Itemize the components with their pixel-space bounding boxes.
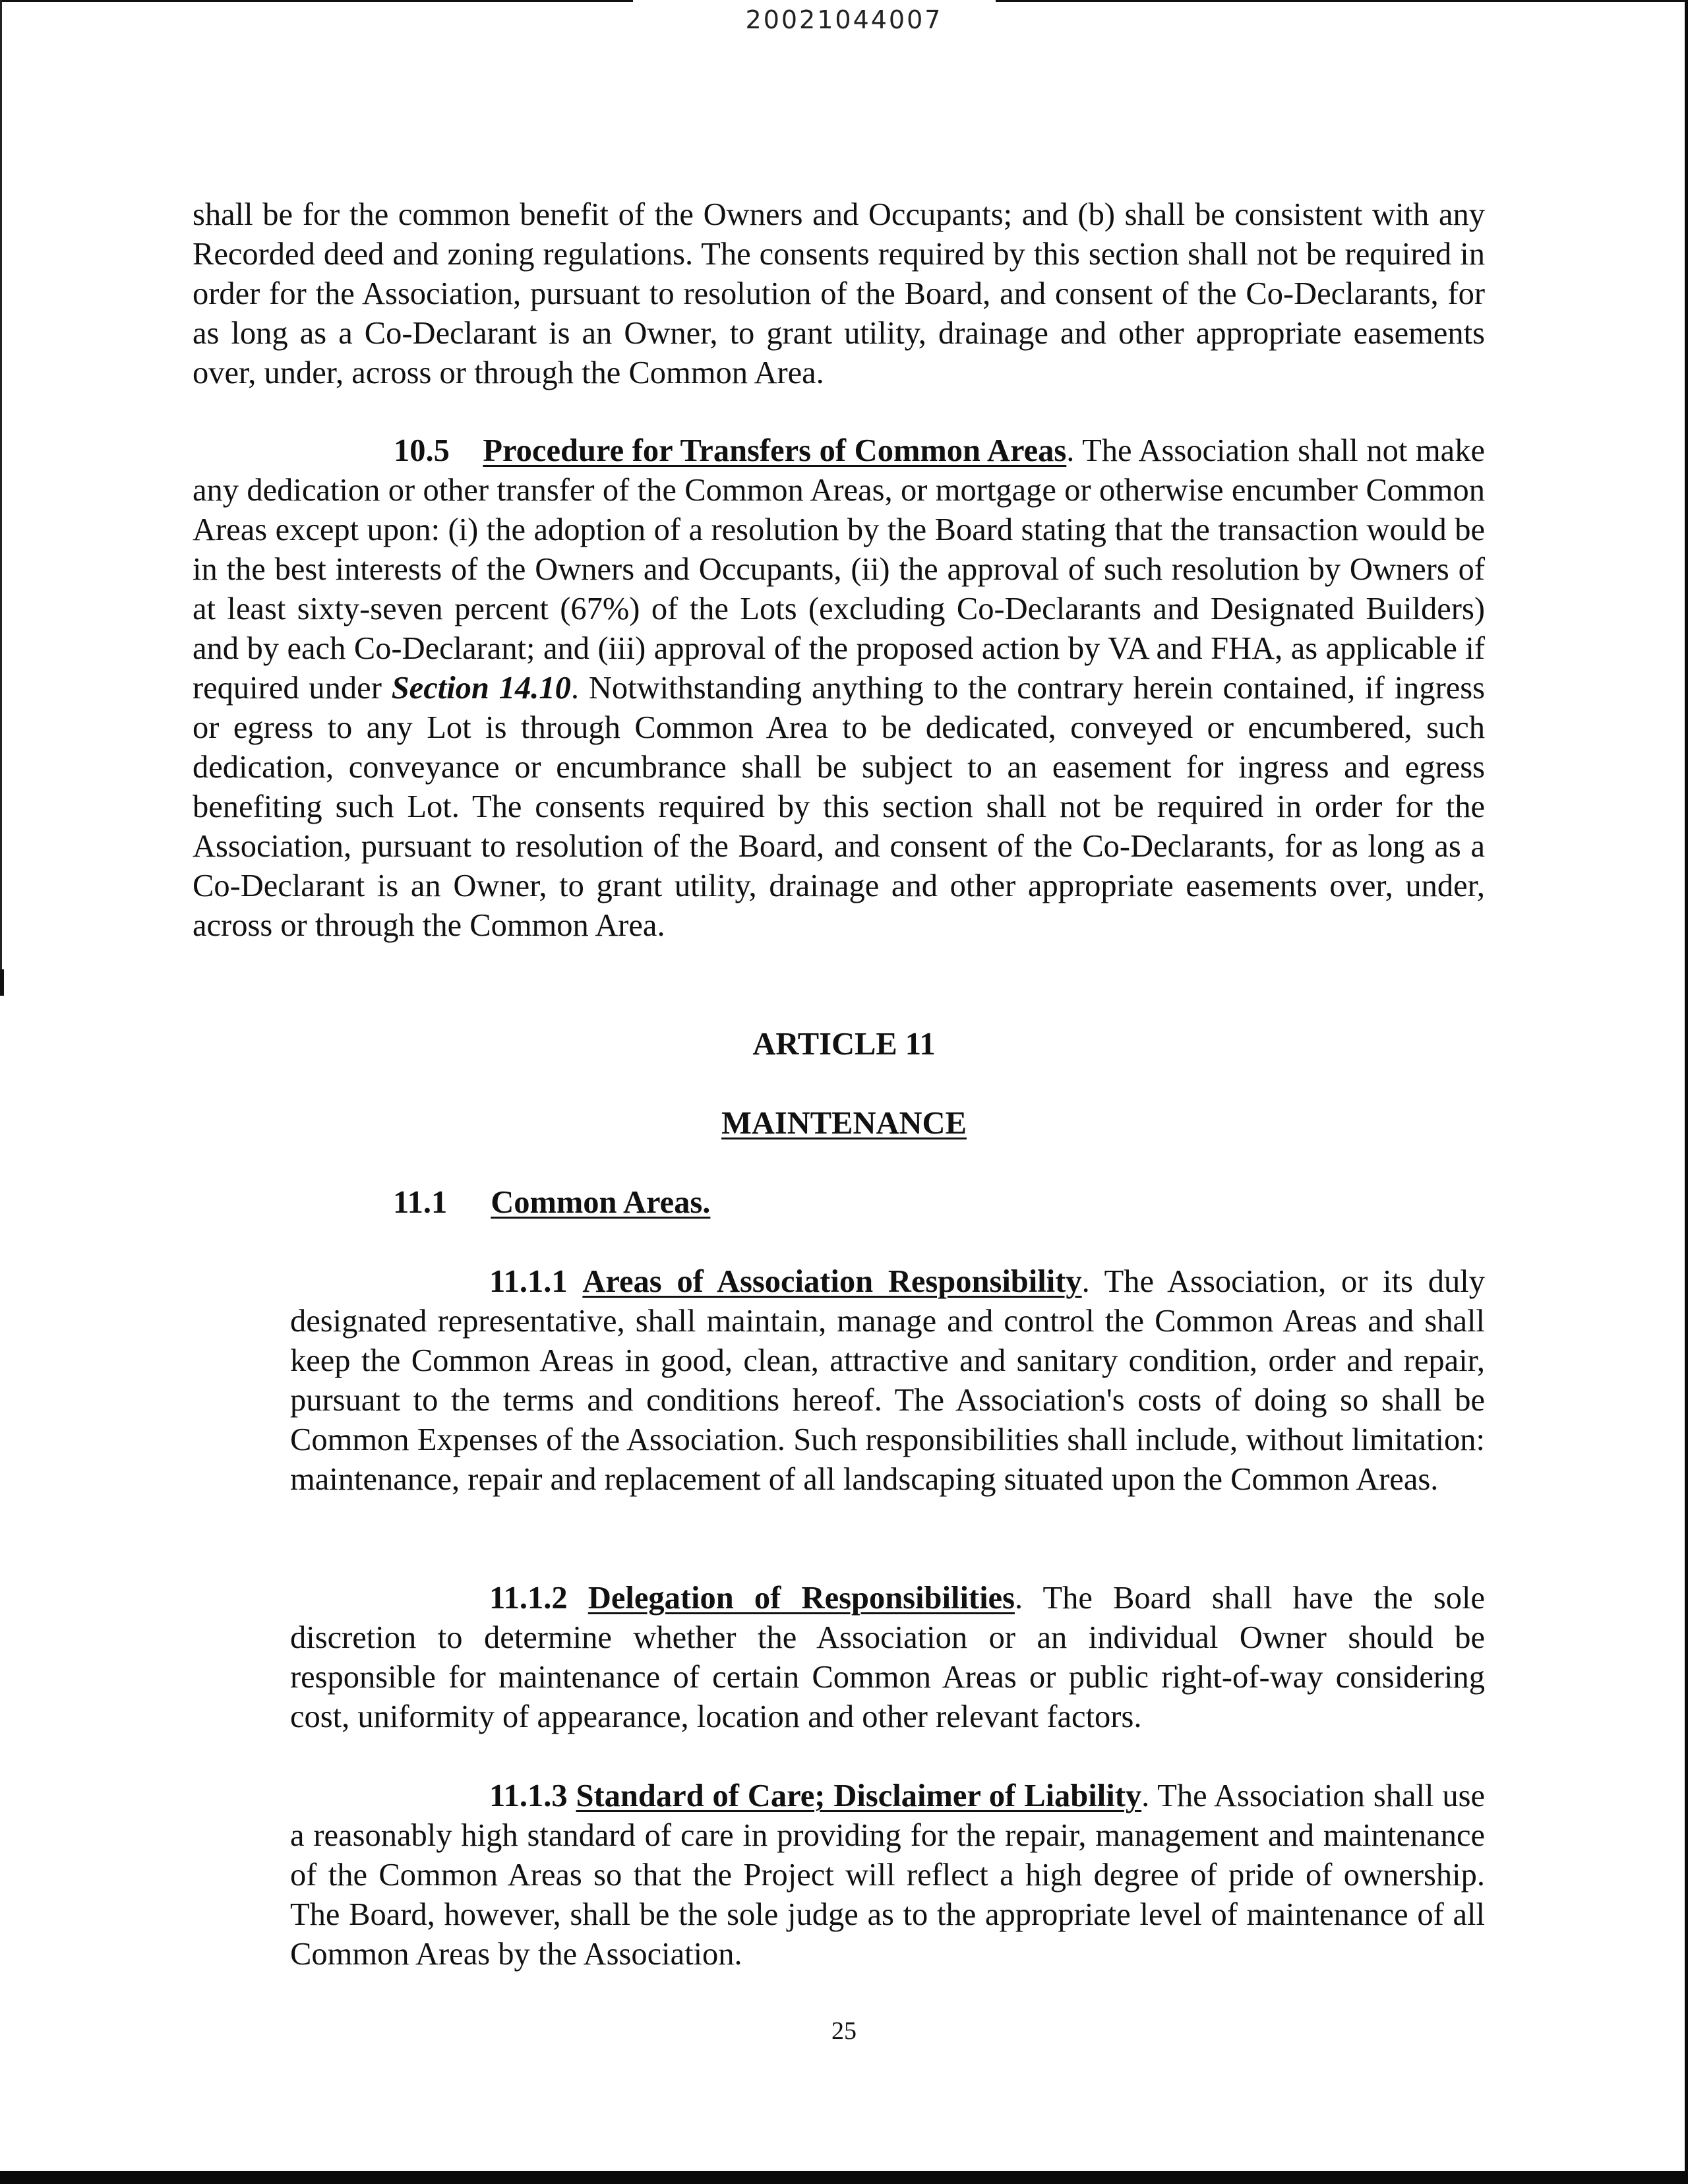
section-10-5-text-a: . The Association shall not make any dedication or other transfer of the Common Areas, or mortgage or otherwise encumber Common Areas except upon: (i) the adoption of a resolution by the Board stating that the transaction would be in the best interests of the Owners and Occupants, (ii) the approval of such resolution by Owners of at least sixty-seven percent (67%) of the Lots (excluding Co-Declarants and Designated Builders) and by each Co-Declarant; and (iii) approval of the proposed action by VA and FHA, as applicable if required under xyxy=(193,433,1485,706)
article-title: MAINTENANCE xyxy=(721,1106,967,1141)
section-14-10-reference: Section 14.10 xyxy=(391,671,571,706)
section-11-1-2-number: 11.1.2 xyxy=(489,1581,568,1616)
section-11-1-2-title: Delegation of Responsibilities xyxy=(588,1581,1015,1616)
scan-edge-left xyxy=(0,0,2,996)
page-number: 25 xyxy=(831,2017,857,2045)
section-11-1-1-number: 11.1.1 xyxy=(489,1264,568,1299)
section-11-1-2-paragraph xyxy=(290,1579,1485,1737)
section-10-5-number: 10.5 xyxy=(394,433,450,468)
section-11-1-1-text: . The Association, or its duly designated representative, shall maintain, manage and control the Common Areas and shall keep the Common Areas in good, clean, attractive and sanitary condition, order and repair, pursuant to the terms and conditions hereof. The Association's costs of doing so shall be Common Expenses of the Association. Such responsibilities shall include, without limitation: maintenance, repair and replacement of all landscaping situated upon the Common Areas. xyxy=(290,1264,1485,1497)
scan-edge-right xyxy=(1685,0,1688,2184)
section-11-1-3-text: . The Association shall use a reasonably high standard of care in providing for the repair, management and maintenance of the Common Areas so that the Project will reflect a high degree of pride of ownership. The Board, however, shall be the sole judge as to the appropriate level of maintenance of all Common Areas by the Association. xyxy=(290,1778,1485,1972)
section-10-5-paragraph xyxy=(193,431,1485,946)
section-11-1-1-paragraph xyxy=(290,1262,1485,1500)
section-11-1-1-title: Areas of Association Responsibility xyxy=(582,1264,1082,1299)
section-11-1-title: Common Areas. xyxy=(491,1185,711,1220)
section-11-1 xyxy=(393,1183,710,1223)
document-id: 20021044007 xyxy=(745,5,943,34)
section-10-5-text-b: . Notwithstanding anything to the contrary herein contained, if ingress or egress to any Lot is through Common Area to be dedicated, conveyed or encumbered, such dedication, conveyance or encumbrance shall be subject to an easement for ingress and egress benefiting such Lot. The consents required by this section shall not be required in order for the Association, pursuant to resolution of the Board, and consent of the Co-Declarants, for as long as a Co-Declarant is an Owner, to grant utility, drainage and other appropriate easements over, under, across or through the Common Area. xyxy=(193,671,1485,943)
section-10-5-title: Procedure for Transfers of Common Areas xyxy=(483,433,1067,468)
paragraph-continuation-text: shall be for the common benefit of the Owners and Occupants; and (b) shall be consistent with any Recorded deed and zoning regulations. The consents required by this section shall not be required in order for the Association, pursuant to resolution of the Board, and consent of the Co-Declarants, for as long as a Co-Declarant is an Owner, to grant utility, drainage and other appropriate easements over, under, across or through the Common Area. xyxy=(193,197,1485,390)
section-11-1-3-number: 11.1.3 xyxy=(489,1778,568,1813)
section-11-1-3 xyxy=(290,1776,1485,1974)
scan-edge-bottom xyxy=(0,2171,1688,2184)
section-11-1-3-title: Standard of Care; Disclaimer of Liability xyxy=(576,1778,1142,1813)
article-label: ARTICLE 11 xyxy=(752,1027,936,1062)
section-11-1-number: 11.1 xyxy=(393,1185,448,1220)
paragraph-continuation xyxy=(193,195,1485,393)
scan-edge-left-mark xyxy=(0,969,4,996)
section-11-1-2 xyxy=(290,1579,1485,1737)
section-11-1-2-text: . The Board shall have the sole discretion to determine whether the Association or an individual Owner should be responsible for maintenance of certain Common Areas or public right-of-way considering cost, uniformity of appearance, location and other relevant factors. xyxy=(290,1581,1486,1734)
section-11-1-1 xyxy=(290,1262,1485,1500)
section-11-1-3-paragraph xyxy=(290,1776,1485,1974)
section-10-5 xyxy=(193,431,1485,946)
